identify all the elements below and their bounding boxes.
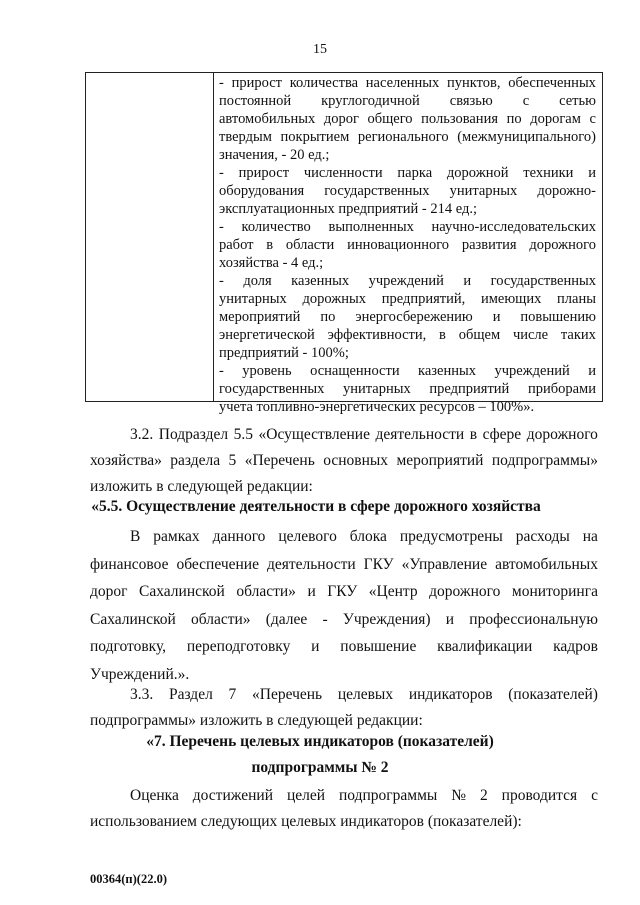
word: мероприятий (219, 309, 301, 325)
word: техники (523, 165, 574, 181)
word: оборудования (219, 183, 305, 199)
word: дорожного (529, 237, 596, 253)
table-line (219, 326, 596, 344)
word: основных (323, 452, 389, 469)
word: 7 (228, 686, 237, 703)
word: блока (349, 528, 387, 545)
word: мониторинга (511, 583, 598, 600)
table-line (219, 110, 596, 128)
paragraph-line (90, 682, 598, 708)
word: автомобильных (495, 555, 598, 573)
word: 5.5 (233, 426, 254, 443)
word: постоянной (219, 93, 292, 109)
table-right-cell (219, 74, 596, 416)
word: мероприятий (396, 452, 484, 469)
word: обеспеченных (508, 75, 596, 91)
word: подпрограммы» (491, 452, 598, 469)
word: развития (461, 237, 517, 253)
word: и (307, 583, 316, 600)
word: - (322, 610, 328, 628)
word: - (219, 75, 224, 91)
word: переподготовку (186, 638, 291, 655)
paragraph-line (90, 633, 598, 661)
word: регионального (357, 129, 449, 145)
word: расходы (515, 528, 570, 545)
word: уровень (242, 363, 292, 379)
word: пунктов, (446, 75, 501, 91)
word: с (522, 93, 530, 109)
word: 2 (479, 787, 488, 804)
table-left-cell (86, 73, 214, 401)
table-line (219, 308, 596, 326)
paragraph-line: использованием следующих целевых индикаторов (показателей): (90, 813, 522, 830)
word: казенных (418, 363, 476, 379)
word: предприятий (429, 381, 510, 397)
word: населенных (365, 75, 440, 91)
word: приборами (527, 381, 596, 397)
table-line: учета топливно-энергетических ресурсов – 100%». (219, 399, 535, 415)
word: прирост (231, 75, 282, 91)
word: достижений (192, 787, 274, 804)
word: целевых (337, 686, 394, 703)
word: 3.2. (130, 426, 154, 443)
word: Оценка (130, 787, 179, 804)
indicators-table (85, 72, 603, 415)
table-line (219, 290, 596, 308)
paragraph-line: Учреждений.». (90, 665, 190, 683)
word: раздела (170, 452, 221, 469)
word: финансовое (90, 555, 169, 573)
word: «Осуществление (258, 426, 370, 443)
word: автомобильных (219, 111, 316, 127)
word: государственных (219, 381, 325, 397)
word: рамках (153, 528, 200, 545)
word: 5 (228, 452, 237, 469)
word: деятельности (266, 555, 356, 573)
word: покрытием (280, 129, 350, 145)
table-line (219, 182, 596, 200)
table-line: значения, - 20 ед.; (219, 147, 330, 163)
word: по (506, 111, 522, 127)
word: Учреждения) (342, 610, 431, 628)
paragraph-line: изложить в следующей редакции: (90, 478, 313, 495)
word: «Управление (401, 555, 488, 573)
word: обеспечение (176, 555, 259, 573)
word: государственных (490, 273, 596, 289)
word: пользования (421, 111, 498, 127)
word: с (589, 111, 596, 127)
paragraph-line (90, 422, 598, 448)
table-line (219, 362, 596, 380)
word: и (311, 638, 320, 655)
word: «Перечень (252, 686, 323, 703)
word: 3.3. (130, 686, 154, 703)
word: унитарных (449, 183, 518, 199)
paragraph-line (90, 606, 598, 634)
word: повышению (520, 309, 596, 325)
paragraph-5-5 (90, 523, 598, 688)
word: парка (397, 165, 433, 181)
paragraph-3-2 (90, 422, 598, 500)
paragraph-3-3 (90, 682, 598, 734)
word: области» (190, 610, 251, 628)
word: подпрограммы (339, 787, 438, 804)
word: кадров (553, 638, 598, 655)
section-heading-7: «7. Перечень целевых индикаторов (показателей) (146, 733, 494, 750)
word: Подраздел (158, 426, 229, 443)
word: - (219, 219, 224, 235)
table-line (219, 272, 596, 290)
word: проводится (501, 787, 578, 804)
word: предприятий, (381, 291, 466, 307)
table-line (219, 218, 596, 236)
word: планы (557, 291, 596, 307)
word: твердым (219, 129, 272, 145)
word: с (591, 787, 598, 804)
word: Сахалинской (90, 610, 176, 628)
word: общего (367, 111, 413, 127)
paragraph-line (90, 578, 598, 606)
table-line (219, 236, 596, 254)
word: и (445, 610, 455, 628)
word: казенных (291, 273, 350, 289)
word: и (588, 165, 596, 181)
table-line (219, 164, 596, 182)
word: В (130, 528, 141, 545)
word: в (266, 237, 274, 253)
word: дорог (323, 111, 359, 127)
word: эффективности, (327, 327, 427, 343)
word: доля (243, 273, 272, 289)
word: инновационного (347, 237, 450, 253)
word: дорожно- (537, 183, 596, 199)
word: - (219, 273, 224, 289)
word: (показателей) (508, 686, 598, 703)
word: учреждений (494, 363, 570, 379)
word: целей (286, 787, 326, 804)
word: Раздел (168, 686, 213, 703)
word: связью (449, 93, 493, 109)
word: выполненных (328, 219, 414, 235)
word: индикаторов (408, 686, 493, 703)
section-heading-5-5: «5.5. Осуществление деятельности в сфере дорожного хозяйства (91, 498, 541, 515)
word: (межмуниципального) (457, 129, 596, 145)
word: таких (560, 327, 596, 343)
word: числе (512, 327, 549, 343)
paragraph-line (90, 783, 598, 809)
document-code: 00364(п)(22.0) (90, 872, 167, 886)
section-heading-7-subtitle: подпрограммы № 2 (251, 759, 389, 776)
table-line (219, 74, 596, 92)
word: государственных (324, 183, 430, 199)
word: дорожного (526, 426, 598, 443)
page-number: 15 (313, 42, 327, 57)
word: работ (219, 237, 254, 253)
word: численности (303, 165, 383, 181)
word: (далее (265, 610, 308, 628)
word: энергосбережению (355, 309, 473, 325)
paragraph-7 (90, 783, 598, 835)
word: на (582, 528, 598, 545)
word: - (219, 363, 224, 379)
word: области» (236, 583, 296, 600)
table-line: хозяйства - 4 ед.; (219, 255, 324, 271)
word: круглогодичной (321, 93, 420, 109)
word: энергетической (219, 327, 315, 343)
word: хозяйства» (90, 452, 162, 469)
word: ГКУ (363, 555, 394, 573)
paragraph-line (90, 551, 598, 579)
word: дорогам (530, 111, 581, 127)
table-line (219, 380, 596, 398)
word: по (320, 309, 336, 325)
word: предусмотрены (399, 528, 503, 545)
word: и (492, 309, 501, 325)
word: дорожного (429, 583, 501, 600)
word: квалификации (437, 638, 533, 655)
word: сфере (482, 426, 522, 443)
table-line (219, 128, 596, 146)
word: в (469, 426, 478, 443)
paragraph-line (90, 448, 598, 474)
word: сетью (559, 93, 596, 109)
word: унитарных (219, 291, 287, 307)
table-line (219, 92, 596, 110)
word: прирост (238, 165, 290, 181)
word: целевого (278, 528, 337, 545)
paragraph-line: подпрограммы» изложить в следующей редакции: (90, 712, 423, 729)
paragraph-line (90, 523, 598, 551)
word: «Центр (368, 583, 418, 600)
word: деятельности (375, 426, 465, 443)
word: учреждений (368, 273, 444, 289)
word: и (463, 273, 472, 289)
word: количество (241, 219, 311, 235)
table-line: предприятий - 100%; (219, 345, 349, 361)
word: области (285, 237, 335, 253)
word: данного (212, 528, 266, 545)
table-line: эксплуатационных предприятий - 214 ед.; (219, 201, 477, 217)
word: научно-исследовательских (431, 219, 596, 235)
word: № (451, 787, 467, 804)
word: дорог (90, 583, 128, 600)
word: и (588, 363, 596, 379)
word: унитарных (342, 381, 411, 397)
word: оснащенности (310, 363, 400, 379)
word: повышение (340, 638, 417, 655)
word: профессиональную (469, 610, 598, 628)
word: количества (289, 75, 359, 91)
word: «Перечень (244, 452, 315, 469)
word: в (439, 327, 446, 343)
word: общем (458, 327, 501, 343)
word: - (219, 165, 224, 181)
word: подготовку, (90, 638, 167, 655)
word: Сахалинской (139, 583, 225, 600)
word: дорожной (446, 165, 509, 181)
word: дорожных (302, 291, 366, 307)
word: ГКУ (327, 583, 358, 600)
word: имеющих (480, 291, 542, 307)
